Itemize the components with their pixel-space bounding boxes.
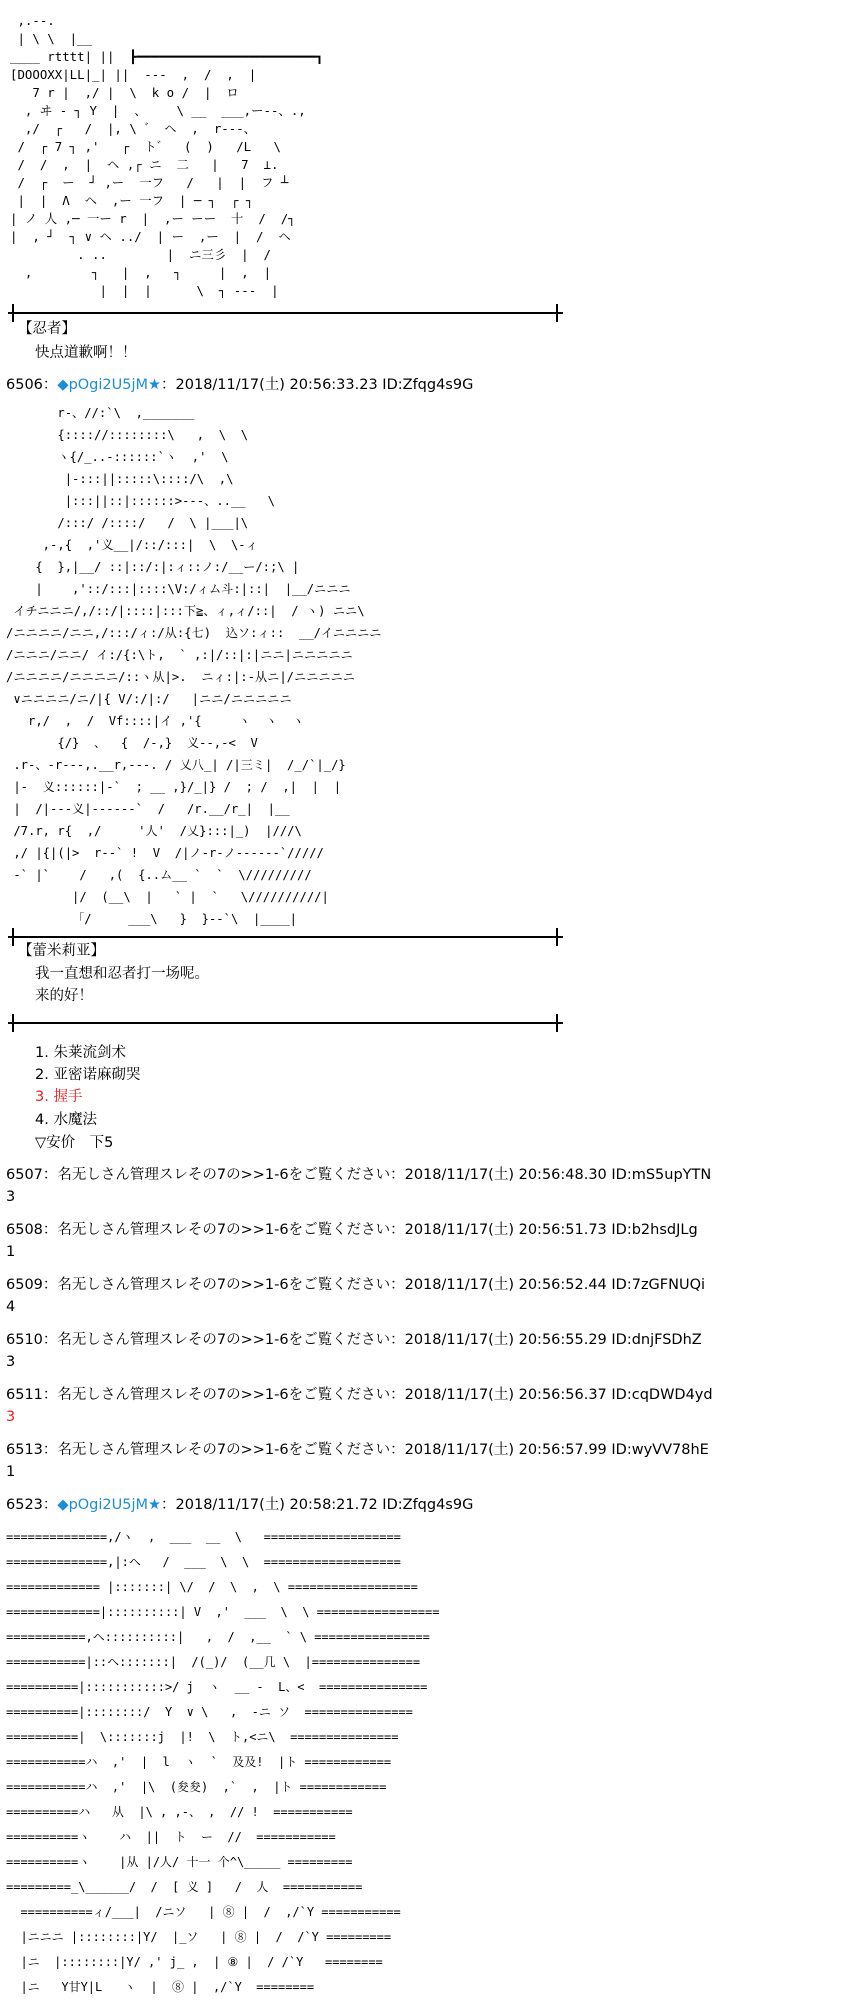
separator-line bbox=[8, 936, 563, 938]
reply-body: 1 bbox=[6, 1244, 16, 1260]
option-item: 2. 亚密诺麻砌哭 bbox=[35, 1067, 141, 1083]
reply-header: 6508：名无しさん管理スレその7の>>1-6をご覧ください：2018/11/17(土) 20:56:51.73 ID:b2hsdJLg bbox=[6, 1222, 698, 1238]
ascii-art-remilia: r-、//:`\ ,_______ {:::://::::::::\ , \ \ ヽ{/_..-::::::`ヽ ,' \ |-:::||:::::\::::/\ ,\ |:::||::|::::::>---、..__ \ /:::/ /::::/ / \ |___|\ ,-,{ ,'义__|/::/:::| \ \-ィ { },|__/ ::|::/:|:ィ::ノ:/__ー/:;\ | | ,'::/:::|::::\V:/ィム斗:|::| |__/ニニニ イチニニニ/,/::/|::::|:::下≧、ィ,ィ/::| / ヽ) ニニ\ /ニニニニ/ニニ,/:::/ィ:/从:{七) 込ソ:ィ:: __/イニニニニ /ニニニ/ニニ/ イ:/{:\ト, ` ,:|/::|:|ニニ|ニニニニニ /ニニニニ/ニニニニ/::ヽ从|>. ニィ:|:-从ニ|/ニニニニニ ∨ニニニニ/ニ/|{ V/:/|:/ |ニニ/ニニニニニ r,/ , / Vf::::|イ ,'{ ヽ ヽ ヽ {/} 、 { /-,} 义--,-< V .r-、-r---,.__r,---. / 乂八_| /|三ミ| /_/`|_/} |- 义::::::|-` ; __ ,}/_|} / ; / ,| | | | /|---义|------` / /r.__/r_| |__ /7.r, r{ ,/ '人' /乂}:::|_) |///\ ,/ |{|(|> r--` ! V /|ノ-r-ノ------`///// -` |` / ,( {..ム__ ` ` \///////// |/ (__\ | ` | ` \//////////| 「/ ___\ } }--`\ |____| bbox=[6, 406, 382, 926]
post-date-id: ：2018/11/17(土) 20:58:21.72 ID:Zfqg4s9G bbox=[161, 1497, 474, 1513]
post-number: 6523： bbox=[6, 1497, 58, 1513]
separator-line bbox=[8, 1022, 563, 1024]
post-header bbox=[6, 378, 473, 393]
reply-body: 4 bbox=[6, 1299, 16, 1315]
separator-right-end bbox=[556, 928, 558, 946]
reply-header: 6511：名无しさん管理スレその7の>>1-6をご覧ください：2018/11/17(土) 20:56:56.37 ID:cqDWD4yd bbox=[6, 1387, 713, 1403]
separator-right-end bbox=[556, 1014, 558, 1032]
speaker-name: 【忍者】 bbox=[18, 321, 76, 337]
reply-header: 6509：名无しさん管理スレその7の>>1-6をご覧ください：2018/11/17(土) 20:56:52.44 ID:7zGFNUQi bbox=[6, 1277, 706, 1293]
separator-left-end bbox=[12, 304, 14, 322]
reply-body: 3 bbox=[6, 1354, 16, 1370]
option-item: 4. 水魔法 bbox=[35, 1112, 97, 1128]
ascii-art-character: ==============,/ヽ , ___ __ \ =================== ==============,|:ヘ / ___ \ \ =================== ============= |:::::::| \/ / \ , \ ================== =============|::::::::::| V ,' ___ \ \ ================= ===========,ヘ::::::::::| , / ,__ ` \ ================ ===========|::ヘ:::::::| /(_)/ (__几 \ |=============== ==========|:::::::::::>/ j ヽ __ - L、< =============== ==========|::::::::/ Y ∨ \ , -ニ ソ =============== ==========| \:::::::j |! \ ト,<ニ\ =============== ===========ハ ,' | l ヽ ` 及及! |ト ============ ===========ハ ,' |\ (夋夋) ,` , |ト ============ ==========ハ 从 |\ , ,-、 , // ! =========== ==========ヽ ハ || ト ー // =========== ==========ヽ |从 |/人/ 十一 个^\_____ ========= =========_\______/ / [ 义 ] / 人 =========== ==========ィ/___| /ニソ | ⑧ | / ,/`Y =========== |ニニニ |::::::::|Y/ |_ソ | ⑧ | / /`Y ========= |ニ |::::::::|Y/ ,' j_ , | ⑧ | / /`Y ======== |ニ Y甘Y|L ヽ | ⑧ | ,/`Y ======== bbox=[6, 1530, 440, 1994]
option-item: 1. 朱莱流剑术 bbox=[35, 1045, 126, 1061]
reply-body: 1 bbox=[6, 1464, 16, 1480]
post-header bbox=[6, 1498, 473, 1513]
post-date-id: ：2018/11/17(土) 20:56:33.23 ID:Zfqg4s9G bbox=[161, 377, 474, 393]
trip-code[interactable]: pOgi2U5jM bbox=[68, 1497, 149, 1513]
separator-line bbox=[8, 312, 563, 314]
option-item-selected: 3. 握手 bbox=[35, 1089, 83, 1105]
separator-left-end bbox=[12, 1014, 14, 1032]
star-icon: ★ bbox=[148, 377, 162, 393]
reply-header: 6513：名无しさん管理スレその7の>>1-6をご覧ください：2018/11/17(土) 20:56:57.99 ID:wyVV78hE bbox=[6, 1442, 709, 1458]
trip-code[interactable]: pOgi2U5jM bbox=[68, 377, 149, 393]
reply-body-highlight: 3 bbox=[6, 1409, 16, 1425]
star-icon: ★ bbox=[148, 1497, 162, 1513]
dialogue-line: 快点道歉啊！！ bbox=[35, 345, 137, 361]
trip-diamond-icon: ◆ bbox=[57, 1497, 69, 1513]
dialogue-line: 来的好！ bbox=[35, 988, 93, 1004]
reply-body: 3 bbox=[6, 1189, 16, 1205]
reply-header: 6507：名无しさん管理スレその7の>>1-6をご覧ください：2018/11/17(土) 20:56:48.30 ID:mS5upYTN bbox=[6, 1167, 712, 1183]
separator-left-end bbox=[12, 928, 14, 946]
separator-right-end bbox=[556, 304, 558, 322]
reply-header: 6510：名无しさん管理スレその7の>>1-6をご覧ください：2018/11/17(土) 20:56:55.29 ID:dnjFSDhZ bbox=[6, 1332, 702, 1348]
vote-note: ▽安价 下5 bbox=[35, 1135, 114, 1151]
dialogue-line: 我一直想和忍者打一场呢。 bbox=[35, 966, 209, 982]
ascii-art-ninja: ,.--. | \ \ |__ ____ rtttt| || ┣━━━━━━━━━━━━━━━━━━━━━━━━┓ [DOOOXX|LL|_| || --- , / , | 7 r | ,/ | \ k o / | ロ , ヰ - ┐ Y | 、 \ __ ___,ー--、., ,/ ┌ / |, \ ゛ ヘ , r---、 / ┌ 7 ┐ ,' ┌ ト゛ ( ) /L \ / / , | ヘ ,┌ ニ 二 | 7 ⊥. / ┌ ー ┘ ,ー 一フ / | | フ ┴ | | Λ ヘ ,ー 一フ | ─ ┐ ┌ ┐ | ノ 人 ,─ 一ー r | ,ー ーー 十 / /┐ | , ┘ ┐ ∨ ヘ ../ | ー ,ー | / ヘ . .. | ニ三彡 | / , ┐ | , ┐ | , | | | | \ ┐ --- | bbox=[10, 13, 324, 298]
post-number: 6506： bbox=[6, 377, 58, 393]
speaker-name: 【蕾米莉亚】 bbox=[18, 943, 105, 959]
trip-diamond-icon: ◆ bbox=[57, 377, 69, 393]
